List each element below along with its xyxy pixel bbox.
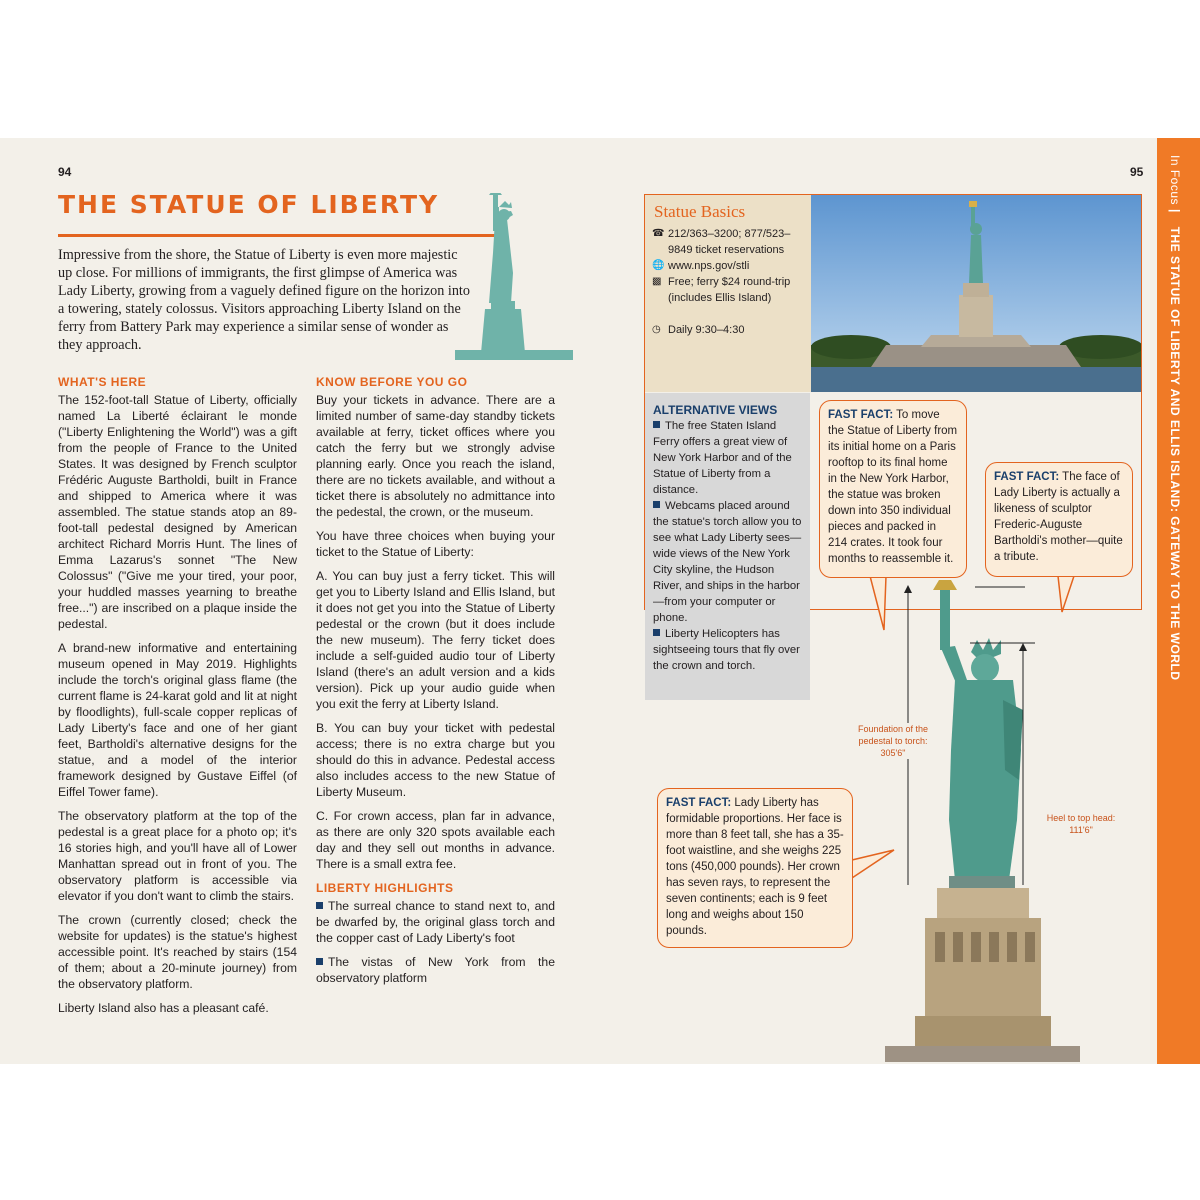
- whats-here-paragraph: The 152-foot-tall Statue of Liberty, officially named La Liberté éclairant le monde ("Liberty Enlightening the World") was a gift from the people of France to the United States. It was designed by French sculptor Frédéric Auguste Bartholdi, built in France and shipped to America where it was assembled. The statue stands atop an 89-foot-tall pedestal designed by American architect Richard Morris Hunt. The lines of Emma Lazarus's sonnet "The New Colossus" ("Give me your tired, your poor, your huddled masses yearning to breathe free...") are inscribed on a plaque inside the pedestal.: [58, 393, 297, 631]
- fast-fact-callout: FAST FACT: To move the Statue of Liberty from its initial home on a Paris rooftop to its final home in the New York Harbor, the statue was broken down into 350 individual pieces and packed in 214 crates. It took four months to reassemble it.: [819, 400, 967, 578]
- page-number-left: 94: [58, 165, 72, 179]
- basics-hours: ◷ Daily 9:30–4:30: [652, 324, 745, 336]
- know-before-paragraph: You have three choices when buying your ticket to the Statue of Liberty:: [316, 529, 555, 559]
- basics-web: 🌐 www.nps.gov/stli: [652, 260, 750, 272]
- bullet-icon: [316, 958, 323, 965]
- alt-views-heading: ALTERNATIVE VIEWS: [653, 403, 778, 417]
- fast-fact-callout: FAST FACT: The face of Lady Liberty is actually a likeness of sculptor Frederic-Auguste Bartholdi's mother—quite a tribute.: [985, 462, 1133, 577]
- alt-view-item: Liberty Helicopters has sightseeing tours that fly over the crown and torch.: [653, 628, 800, 672]
- page-title: THE STATUE OF LIBERTY: [58, 190, 440, 219]
- basics-phone: ☎ 212/363–3200; 877/523–9849 ticket reservations: [652, 228, 791, 256]
- highlights-heading: LIBERTY HIGHLIGHTS: [316, 881, 454, 895]
- page-number-right: 95: [1130, 165, 1144, 179]
- know-before-paragraph: Buy your tickets in advance. There are a limited number of same-day standby tickets available at ferry, ticket offices where you catch the ferry but we strongly advise planning early. Once you reach the island, there are no tickets available, and without a ticket there is absolutely no admittance into the pedestal, the crown, or the museum.: [316, 393, 555, 519]
- fast-fact-callout: FAST FACT: Lady Liberty has formidable proportions. Her face is more than 8 feet tall, she has a 35-foot waistline, and she weighs 225 tons (450,000 pounds). Her crown has seven rays, to represent the seven continents; each is 9 feet long and weighs about 150 pounds.: [657, 788, 853, 948]
- phone-icon: ☎: [652, 228, 665, 239]
- heel-dimension-label: Heel to top head: 111'6": [1038, 812, 1124, 836]
- whats-here-paragraph: Liberty Island also has a pleasant café.: [58, 1001, 269, 1015]
- intro-paragraph: Impressive from the shore, the Statue of Liberty is even more majestic up close. For millions of immigrants, the first glimpse of America was Lady Liberty, growing from a vaguely defined figure on the horizon into a towering, stately colossus. Visitors approaching Liberty Island on the ferry from Battery Park may experience a similar sense of wonder as they approach.: [58, 247, 470, 353]
- alt-view-item: Webcams placed around the statue's torch allow you to see what Lady Liberty sees—wide views of the New York City skyline, the Hudson River, and ships in the harbor—from your computer or phone.: [653, 500, 802, 624]
- whats-here-heading: WHAT'S HERE: [58, 375, 147, 389]
- whats-here-paragraph: The crown (currently closed; check the website for updates) is the statue's highest accessible point. It's reached by stairs (154 of them; about a 20-minute journey) from the observatory platform.: [58, 913, 297, 991]
- statue-silhouette-illustration: [455, 193, 573, 360]
- side-tab-text: In Focus | THE STATUE OF LIBERTY AND ELLIS ISLAND: GATEWAY TO THE WORLD: [1168, 155, 1182, 681]
- basics-fee: ▩ Free; ferry $24 round-trip (includes Ellis Island): [652, 276, 791, 304]
- ticket-icon: ▩: [652, 276, 662, 287]
- basics-title: Statue Basics: [654, 202, 746, 221]
- bullet-icon: [316, 902, 323, 909]
- globe-icon: 🌐: [652, 260, 665, 271]
- pedestal-dimension-label: Foundation of the pedestal to torch: 305'6": [852, 723, 934, 759]
- bullet-icon: [653, 501, 660, 508]
- know-before-paragraph: C. For crown access, plan far in advance, as there are only 320 spots available each day and they sell out months in advance. There is a small extra fee.: [316, 809, 555, 871]
- clock-icon: ◷: [652, 324, 661, 335]
- whats-here-column: [58, 374, 297, 1024]
- know-before-paragraph: A. You can buy just a ferry ticket. This will get you to Liberty Island and Ellis Island, but it does not get you into the Statue of Liberty pedestal or the crown (but it does include the new museum). The ferry ticket does include a self-guided audio tour of Liberty Island (there's an adult version and a kids version). Pick up your audio guide when you exit the ferry at Liberty Island.: [316, 569, 555, 711]
- whats-here-paragraph: The observatory platform at the top of the pedestal is a great place for a photo op; it's 16 stories high, and you'll have all of Lower Manhattan spread out in front of you. The observatory platform is accessible via elevator if you don't want to climb the stairs.: [58, 809, 297, 903]
- highlight-item: The surreal chance to stand next to, and be dwarfed by, the original glass torch and the copper cast of Lady Liberty's foot: [316, 899, 555, 945]
- whats-here-paragraph: A brand-new informative and entertaining museum opened in May 2019. Highlights include the torch's original glass flame (the current flame is 24-karat gold and lit at night by floodlights), full-scale copper replicas of Lady Liberty's face and one of her giant feet, Bartholdi's alternative designs for the statue, and a model of the interior framework designed by Gustave Eiffel (of Eiffel Tower fame).: [58, 641, 297, 799]
- side-tab-section: In Focus: [1168, 155, 1182, 206]
- highlight-item: The vistas of New York from the observatory platform: [316, 955, 555, 985]
- side-tab-chapter: THE STATUE OF LIBERTY AND ELLIS ISLAND: GATEWAY TO THE WORLD: [1168, 226, 1182, 681]
- title-rule: [58, 234, 498, 237]
- know-before-paragraph: B. You can buy your ticket with pedestal access; there is no extra charge but you should do this in advance. Pedestal access also includes access to the new Statue of Liberty Museum.: [316, 721, 555, 799]
- know-before-heading: KNOW BEFORE YOU GO: [316, 375, 468, 389]
- alt-view-item: The free Staten Island Ferry offers a great view of New York Harbor and of the Statue of Liberty from a distance.: [653, 420, 792, 496]
- bullet-icon: [653, 421, 660, 428]
- know-before-column: [316, 374, 555, 994]
